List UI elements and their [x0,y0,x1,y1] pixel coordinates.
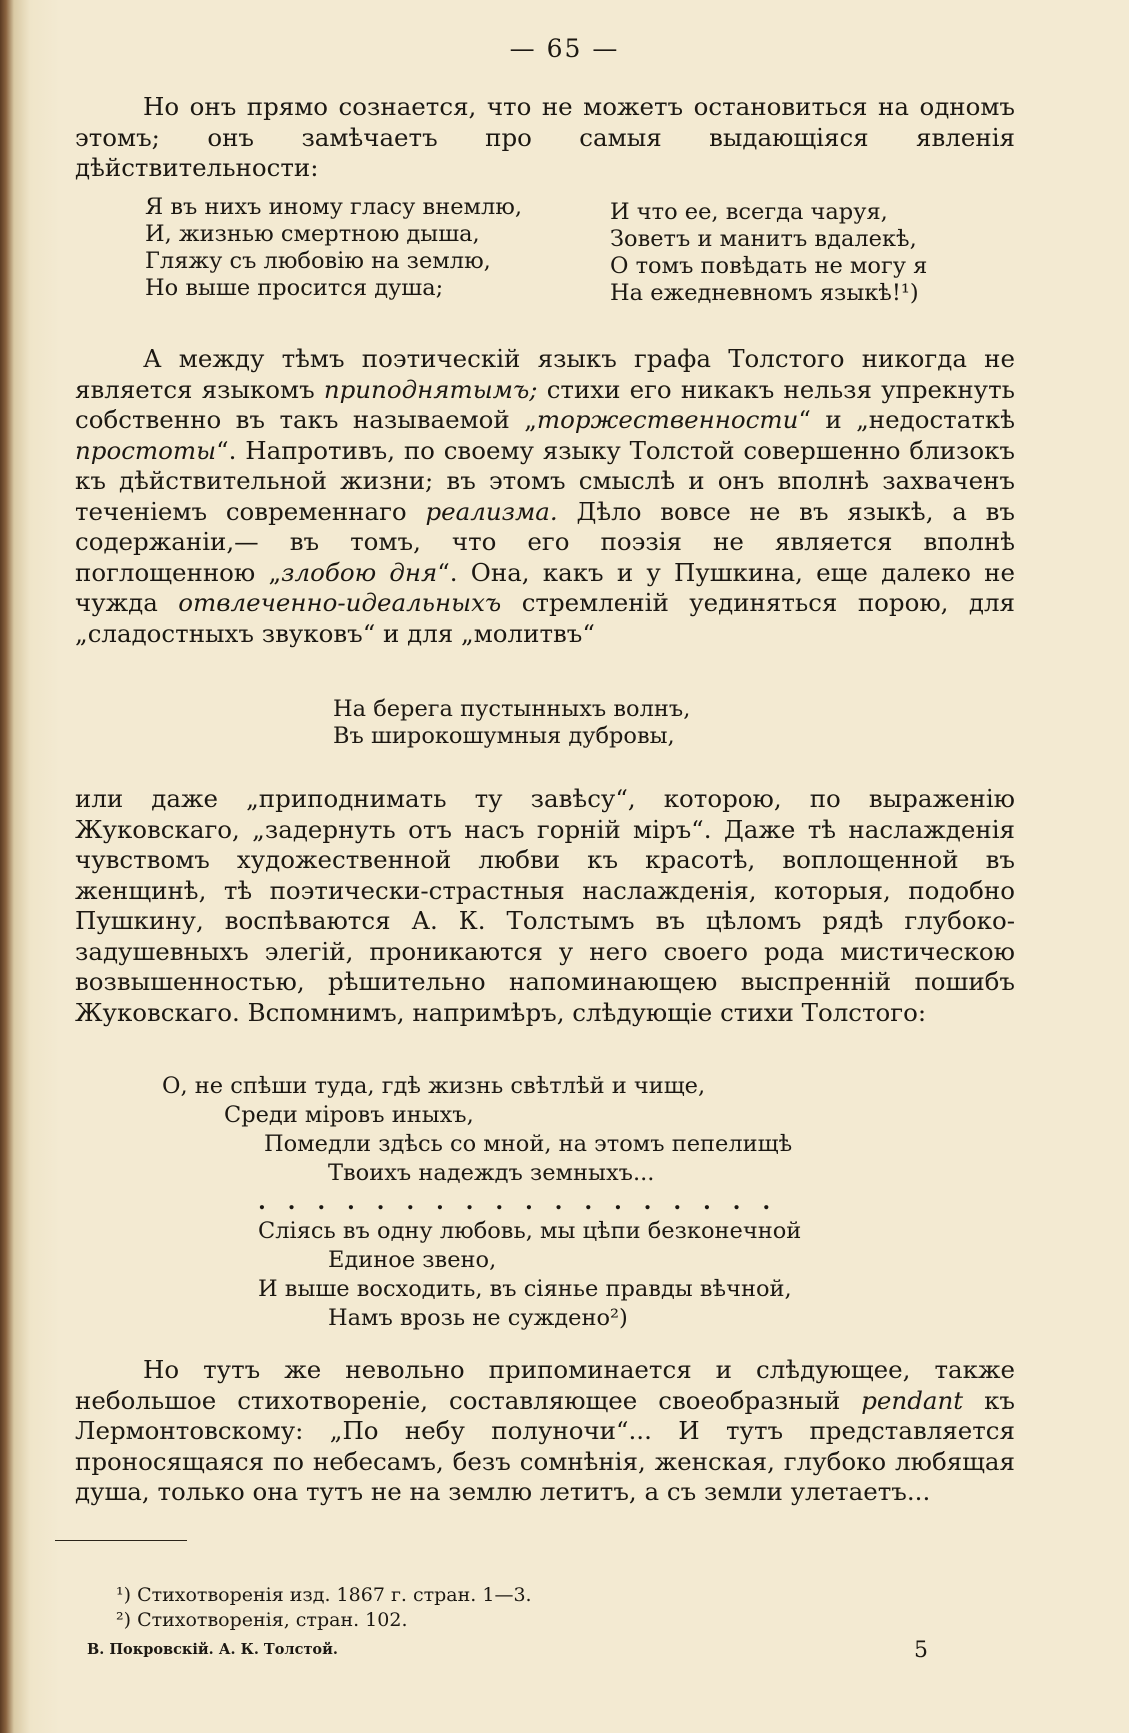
emphasis: приподнятымъ; [323,374,538,404]
verse-line: Твоихъ надеждъ земныхъ... [328,1160,655,1186]
verse-line: О томъ повѣдать не могу я [610,253,928,279]
verse-line: О, не спѣши туда, гдѣ жизнь свѣтлѣй и чище, [162,1073,706,1099]
paragraph-1: Но онъ прямо сознается, что не можетъ остановиться на одномъ этомъ; онъ замѣчаетъ про самыя выдающіяся явленія дѣйствительности: [75,92,1015,182]
paragraph-4: Но тутъ же невольно припоминается и слѣдующее, также небольшое стихотвореніе, составляющее своеобразный pendant къ Лермонтовскому: „По небу полуночи“... И тутъ представляется проносящаяся по небесамъ, безъ сомнѣнія, женская, глубоко любящая душа, только она тутъ не на землю летитъ, а съ земли улетаетъ... [75,1355,1015,1506]
verse-1-right-column [610,199,927,307]
verse-line: Гляжу съ любовію на землю, [145,248,491,274]
emphasis: pendant [861,1385,964,1415]
verse-line: На ежедневномъ языкѣ!¹) [610,280,919,306]
verse-line: Я въ нихъ иному гласу внемлю, [145,194,523,220]
ellipsis-dots: . . . . . . . . . . . . . . . . . . [258,1189,778,1215]
verse-2 [333,696,690,750]
verse-line: И, жизнью смертною дыша, [145,221,480,247]
signature-mark: 5 [914,1638,928,1663]
page-number: — 65 — [509,34,620,63]
verse-line: На берега пустынныхъ волнъ, [333,696,691,722]
footnote-divider [55,1540,187,1541]
verse-line: Въ широкошумныя дубровы, [333,723,675,749]
verse-line: Сліясь въ одну любовь, мы цѣпи безконечной [258,1218,802,1244]
verse-line: Среди міровъ иныхъ, [224,1102,474,1128]
verse-3 [162,1072,801,1333]
verse-1-left-column [145,194,522,302]
footnote-1: ¹) Стихотворенія изд. 1867 г. стран. 1—3. [116,1584,532,1606]
verse-line: Помедли здѣсь со мной, на этомъ пепелищѣ [264,1131,793,1157]
verse-line: И выше восходить, въ сіянье правды вѣчной, [258,1276,792,1302]
emphasis: торжественности [536,405,799,434]
verse-line: Но выше просится душа; [145,275,444,301]
emphasis: отвлеченно-идеальныхъ [178,588,502,617]
emphasis: реализма. [425,496,558,526]
verse-line: Намъ врозь не суждено²) [328,1305,628,1331]
emphasis: простоты [75,435,217,465]
verse-line: Единое звено, [328,1247,497,1273]
verse-line: Зоветъ и манитъ вдалекѣ, [610,226,917,252]
verse-line: И что ее, всегда чаруя, [610,199,888,225]
signature-author-title: В. Покровскій. А. К. Толстой. [87,1641,338,1658]
paragraph-2: А между тѣмъ поэтическій языкъ графа Толстого никогда не является языкомъ приподнятымъ; стихи его никакъ нельзя упрекнуть собственно въ такъ называемой „торжественности“ и „недостаткѣ простоты“. Напротивъ, по своему языку Толстой совершенно близокъ къ дѣйствительной жизни; въ этомъ смыслѣ и онъ вполнѣ захваченъ теченіемъ современнаго реализма. Дѣло вовсе не въ языкѣ, а въ содержаніи,— въ томъ, что его поэзія не является вполнѣ поглощенною „злобою дня“. Она, какъ и у Пушкина, еще далеко не чужда отвлеченно-идеальныхъ стремленій уединяться порою, для „сладостныхъ звуковъ“ и для „молитвъ“ [75,344,1016,648]
paragraph-3: или даже „приподнимать ту завѣсу“, которою, по выраженію Жуковскаго, „задернуть отъ насъ горній міръ“. Даже тѣ наслажденія чувствомъ художественной любви къ красотѣ, воплощенной въ женщинѣ, тѣ поэтически-страстныя наслажденія, которыя, подобно Пушкину, воспѣваются А. К. Толстымъ въ цѣломъ рядѣ глубоко-задушевныхъ элегій, проникаются у него своего рода мистическою возвышенностью, рѣшительно напоминающею выспренній пошибъ Жуковскаго. Вспомнимъ, напримѣръ, слѣдующіе стихи Толстого: [75,784,1015,1027]
footnote-2: ²) Стихотворенія, стран. 102. [116,1609,408,1631]
emphasis: злобою дня [281,557,438,587]
